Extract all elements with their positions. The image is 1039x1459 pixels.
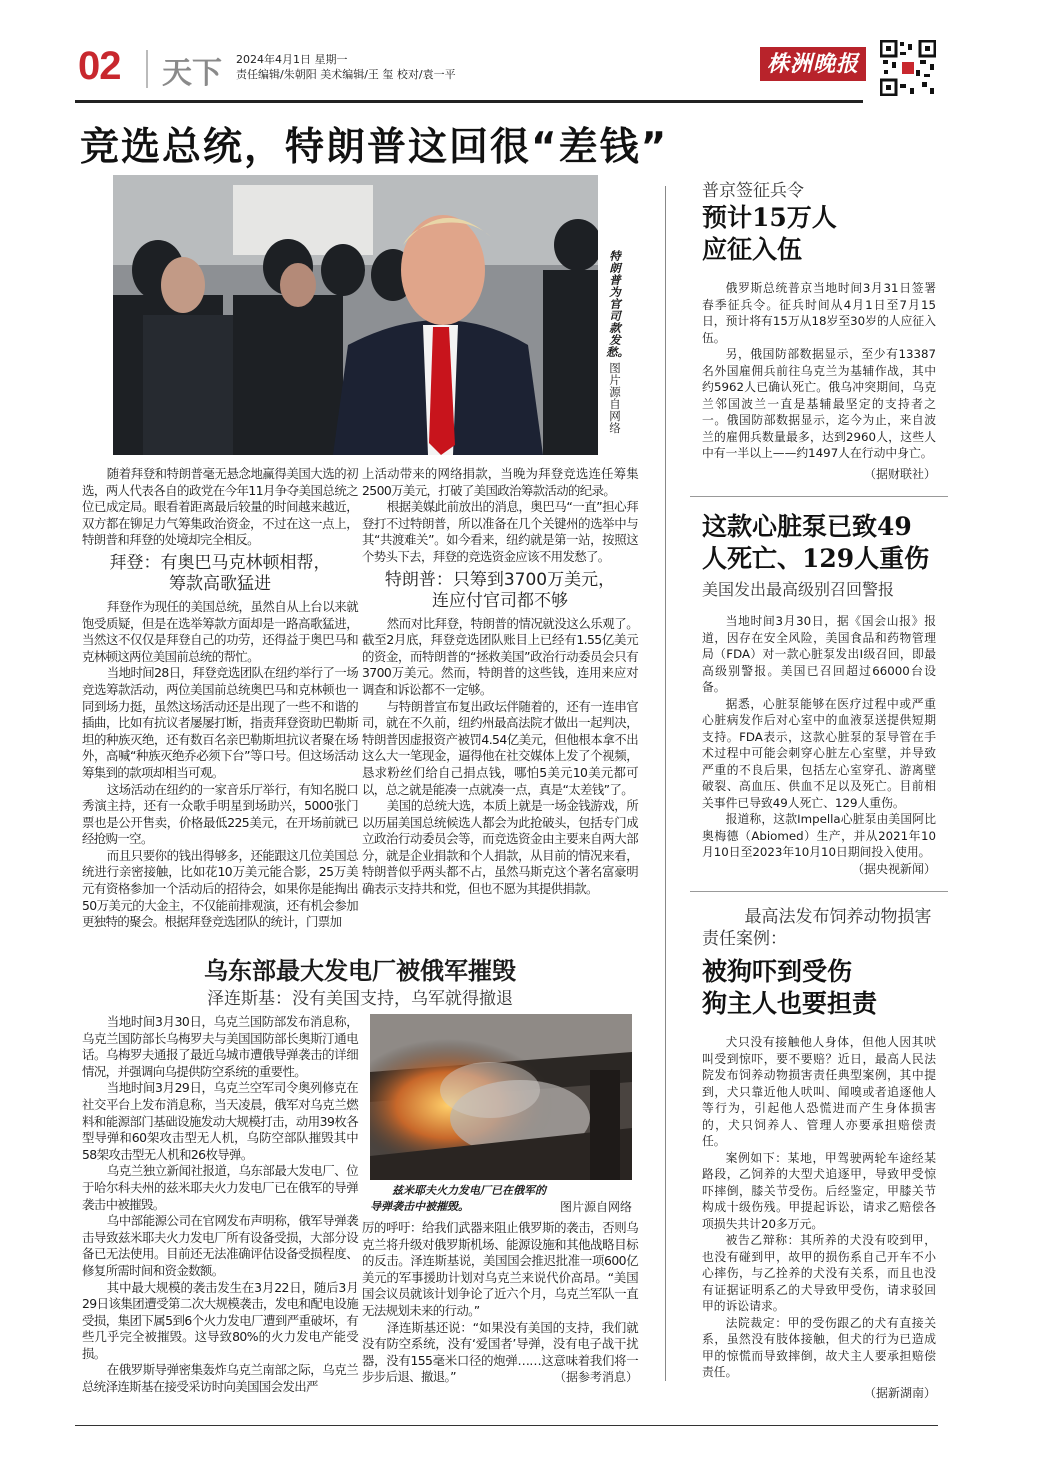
paragraph: 美国的总统大选，本质上就是一场金钱游戏，所以历届美国总统候选人都会为此抢破头，包括专门成立政治行动委员会等，而竞选资金由主要来自两大部分，就是企业捐款和个人捐款，从目前的情况来看，特朗普似乎两头都不占，虽然马斯克这个著名富豪明确表示支持共和党，但也不愿为其提供捐款。 [362, 798, 638, 897]
paragraph: 另，俄国防部数据显示，至少有13387名外国雇佣兵前往乌克兰为基辅作战，其中约5962人已确认死亡。俄乌冲突期间，乌克兰邻国波兰一直是基辅最坚定的支持者之一。俄国防部数据显示，迄今为止，来自波兰的雇佣兵数量最多，达到2960人，这些人中有一半以上——约1497人在行动中身亡。 [702, 347, 936, 460]
paragraph: 当地时间3月29日，乌克兰空军司令奥列修克在社交平台上发布消息称，当天凌晨，俄军对乌克兰燃料和能源部门基础设施发动大规模打击，动用39枚各型导弹和60架攻击型无人机，乌防空部队摧毁其中58架攻击型无人机和26枚导弹。 [82, 1080, 358, 1162]
power-plant-photo [370, 1014, 632, 1180]
paragraph: 报道称，这款Impella心脏泵由美国阿比奥梅德（Abiomed）生产，并从2021年10月10日至2023年10月10日期间投入使用。 [702, 812, 936, 859]
paragraph: 根据美媒此前放出的消息，奥巴马“一直”担心拜登打不过特朗普，所以准备在几个关键州的选举中与其“共渡难关”。如今看来，纽约就是第一站，按照这个势头下去，拜登的竞选资金应该不用发愁了。 [362, 499, 638, 564]
footer-rule [75, 1425, 938, 1426]
story-title-line: 这款心脏泵已致49 [702, 512, 912, 541]
paragraph: 案例如下：某地，甲驾驶两轮车途经某路段，乙饲养的大型犬追逐甲，导致甲受惊吓摔倒，膝关节受伤。后经鉴定，甲膝关节构成十级伤残。甲提起诉讼，请求乙赔偿各项损失共计20多万元。 [702, 1150, 936, 1231]
paragraph: 当地时间3月30日，乌克兰国防部发布消息称，乌克兰国防部长乌梅罗夫与美国国防部长奥斯汀通电话。乌梅罗夫通报了最近乌城市遭俄导弹袭击的详细情况，并强调向乌提供防空系统的重要性。 [82, 1014, 358, 1079]
paragraph: 当地时间28日，拜登竞选团队在纽约举行了一场竞选筹款活动，两位美国前总统奥巴马和克林顿也一同到场力挺，虽然这场活动还是出现了一些不和谐的插曲，比如有抗议者屡屡打断，指责拜登资助巴勒斯坦的种族灭绝，还有数百名亲巴勒斯坦抗议者聚在场外，高喊“种族灭绝乔必须下台”等口号。但这场活动筹集到的款项却相当可观。 [82, 665, 358, 780]
power-plant-photo-caption [370, 1183, 632, 1215]
column-divider [665, 186, 666, 1381]
issue-date: 2024年4月1日 星期一 [236, 53, 348, 66]
story-title-line: 预计15万人 [702, 203, 837, 232]
conscription-story [702, 180, 936, 482]
story-kicker: 普京签征兵令 [702, 181, 804, 201]
paragraph: 其中最大规模的袭击发生在3月22日，随后3月29日该集团遭受第二次大规模袭击，发电和配电设施受损，集团下属5到6个火力发电厂遭到严重破坏，有些几乎完全被摧毁。这导致80%的火力发电产能受损。 [82, 1279, 358, 1361]
trump-photo-caption [606, 249, 629, 435]
ukraine-headline: 乌东部最大发电厂被俄军摧毁 [204, 956, 516, 985]
paragraph: 随着拜登和特朗普毫无悬念地赢得美国大选的初选，两人代表各自的政党在今年11月争夺美国总统之位已成定局。眼看着距离最后较量的时间越来越近，双方都在铆足力气筹集政治资金，不过在这一点上，特朗普和拜登的处境却完全相反。 [82, 466, 358, 548]
header-rule [75, 100, 863, 103]
paragraph: 乌克兰独立新闻社报道，乌东部最大发电厂、位于哈尔科夫州的兹米耶夫火力发电厂已在俄军的导弹袭击中被摧毁。 [82, 1163, 358, 1212]
dog-case-story [702, 906, 936, 1401]
main-article-column-2 [362, 466, 638, 898]
paragraph: 被告乙辩称：其所养的犬没有咬到甲，也没有碰到甲，故甲的损伤系自己开车不小心摔伤，与乙拴养的犬没有关系，而且也没有证据证明系乙的犬导致甲受伤，请求驳回甲的诉讼请求。 [702, 1233, 936, 1313]
paragraph: 据悉，心脏泵能够在医疗过程中或严重心脏病发作后对心室中的血液泵送提供短期支持。FDA表示，这款心脏泵的泵导管在手术过程中可能会刺穿心脏左心室壁，并导致严重的不良后果，包括左心室穿孔、游离壁破裂、高血压、供血不足以及死亡。目前相关事件已导致49人死亡、129人重伤。 [702, 696, 936, 810]
story-divider [690, 891, 948, 892]
paragraph: 泽连斯基还说：“如果没有美国的支持，我们就没有防空系统，没有‘爱国者’导弹，没有电子战干扰器，没有155毫米口径的炮弹……这意味着我们将一步步后退、撤退。” [362, 1319, 638, 1385]
source-credit: （据财联社） [863, 466, 936, 481]
paragraph: 当地时间3月30日，据《国会山报》报道，因存在安全风险，美国食品和药物管理局（FDA）对一款心脏泵发出I级召回，即最高级别警报。美国已召回超过66000台设备。 [702, 614, 936, 694]
masthead-logo: 株洲晚报 [760, 47, 866, 81]
paragraph: 乌中部能源公司在官网发布声明称，俄军导弹袭击导致兹米耶夫火力发电厂所有设备受损，大部分设备已无法使用。目前还无法准确评估设备受损程度、修复所需时间和资金数额。 [82, 1213, 358, 1278]
source-credit: （据新湖南） [863, 1385, 936, 1400]
heart-pump-story [702, 511, 936, 877]
paragraph: 这场活动在纽约的一家音乐厅举行，有知名脱口秀演主持，还有一众歌手明星到场助兴，5000张门票也是公开售卖，价格最低225美元，在开场前就已经抢购一空。 [82, 781, 358, 847]
story-title-line: 应征入伍 [702, 235, 803, 264]
subheading-line: 特朗普：只筹到3700万美元， [384, 569, 616, 590]
subheading-line: 筹款高歌猛进 [169, 573, 271, 594]
photo-caption-text: 特朗普为官司款发愁。 [606, 249, 629, 359]
story-title-line: 被狗吓到受伤 [702, 957, 853, 986]
paragraph: 拜登作为现任的美国总统，虽然自从上台以来就饱受质疑，但是在选举筹款方面却是一路高歌猛进，当然这不仅仅是拜登自己的功劳，还得益于奥巴马和克林顿这两位美国前总统的帮忙。 [82, 598, 358, 664]
qr-code-icon [880, 40, 936, 96]
photo-caption-text: 兹米耶夫火力发电厂已在俄军的导弹袭击中被摧毁。 [370, 1184, 546, 1213]
story-title-line: 狗主人也要担责 [702, 989, 878, 1018]
source-credit: （据央视新闻） [851, 861, 936, 876]
ukraine-column-1 [82, 1014, 358, 1396]
photo-credit: 图片源自网络 [609, 361, 621, 435]
story-title-line: 人死亡、129人重伤 [702, 544, 930, 573]
subheading-trump [362, 570, 638, 612]
paragraph: 然而对比拜登，特朗普的情况就没这么乐观了。截至2月底，拜登竞选团队账目上已经有1.55亿美元的资金，而特朗普的“拯救美国”政治行动委员会只有3700万美元。然而，特朗普的这些钱，连用来应对调查和诉讼都不一定够。 [362, 615, 638, 697]
paragraph: 与特朗普宣布复出政坛伴随着的，还有一连串官司，就在不久前，纽约州最高法院才做出一起判决，特朗普因虚报资产被罚4.54亿美元，但他根本拿不出这么大一笔现金，逼得他在社交媒体上发了个视频，恳求粉丝们给自己捐点钱，哪怕5美元10美元都可以，总之就是能凑一点就凑一点，真是“太差钱”了。 [362, 698, 638, 797]
subheading-biden [82, 553, 358, 595]
editor-credits: 责任编辑/朱朝阳 美术编辑/王 玺 校对/袁一平 [236, 68, 456, 81]
paragraph: 俄罗斯总统普京当地时间3月31日签署春季征兵令。征兵时间从4月1日至7月15日，预计将有15万从18岁至30岁的人应征入伍。 [702, 281, 936, 345]
photo-credit: 图片源自网络 [559, 1200, 632, 1214]
story-subtitle: 美国发出最高级别召回警报 [702, 580, 895, 599]
subheading-line: 拜登：有奥巴马克林顿相帮， [109, 552, 331, 573]
section-name: 天下 [162, 56, 222, 91]
paragraph: 上活动带来的网络捐款，当晚为拜登竞选连任筹集2500万美元，打破了美国政治筹款活动的纪录。 [362, 466, 638, 498]
paragraph: 厉的呼吁：给我们武器来阻止俄罗斯的袭击，否则乌克兰将升级对俄罗斯机场、能源设施和其他战略目标的反击。泽连斯基说，美国国会推迟批准一项600亿美元的军事援助计划对乌克兰来说代价高昂。“美国国会议员就该计划争论了近六个月，乌克兰军队一直无法规划未来的行动。” [362, 1220, 638, 1318]
main-article-column-1 [82, 466, 358, 931]
paragraph: 在俄罗斯导弹密集轰炸乌克兰南部之际，乌克兰总统泽连斯基在接受采访时向美国国会发出严 [82, 1362, 358, 1395]
issue-meta [236, 52, 456, 82]
main-headline: 竞选总统，特朗普这回很“差钱” [80, 125, 669, 170]
ukraine-subtitle: 泽连斯基：没有美国支持，乌军就得撤退 [207, 989, 513, 1009]
subheading-line: 连应付官司都不够 [432, 590, 568, 611]
paragraph: 法院裁定：甲的受伤跟乙的犬有直接关系，虽然没有肢体接触，但犬的行为已造成甲的惊慌而导致摔倒，故犬主人要承担赔偿责任。 [702, 1315, 936, 1379]
trump-photo [113, 175, 598, 455]
paragraph: 犬只没有接触他人身体，但他人因其吠叫受到惊吓，要不要赔？近日，最高人民法院发布饲养动物损害责任典型案例，其中提到，犬只靠近他人吠叫、闻嗅或者追逐他人等行为，引起他人恐慌进而产生身体损害的，犬只饲养人、管理人亦要承担赔偿责任。 [702, 1035, 936, 1148]
ukraine-column-2 [362, 1220, 638, 1386]
paragraph-with-source [362, 1320, 638, 1386]
right-column [702, 180, 936, 1401]
header-divider [146, 50, 148, 88]
paragraph: 而且只要你的钱出得够多，还能跟这几位美国总统进行亲密接触，比如花10万美元能合影，25万美元有资格参加一个活动后的招待会，如果你是能掏出50万美元的大金主，不仅能前排观演，还有机会参加更独特的聚会。根据拜登竞选团队的统计，门票加 [82, 847, 358, 930]
story-kicker: 最高法发布饲养动物损害责任案例： [702, 907, 932, 949]
story-body [702, 280, 936, 482]
source-credit: （据参考消息） [553, 1370, 638, 1385]
page-number: 02 [78, 44, 121, 88]
story-divider [690, 496, 948, 497]
story-body [702, 1034, 936, 1401]
story-body [702, 613, 936, 877]
